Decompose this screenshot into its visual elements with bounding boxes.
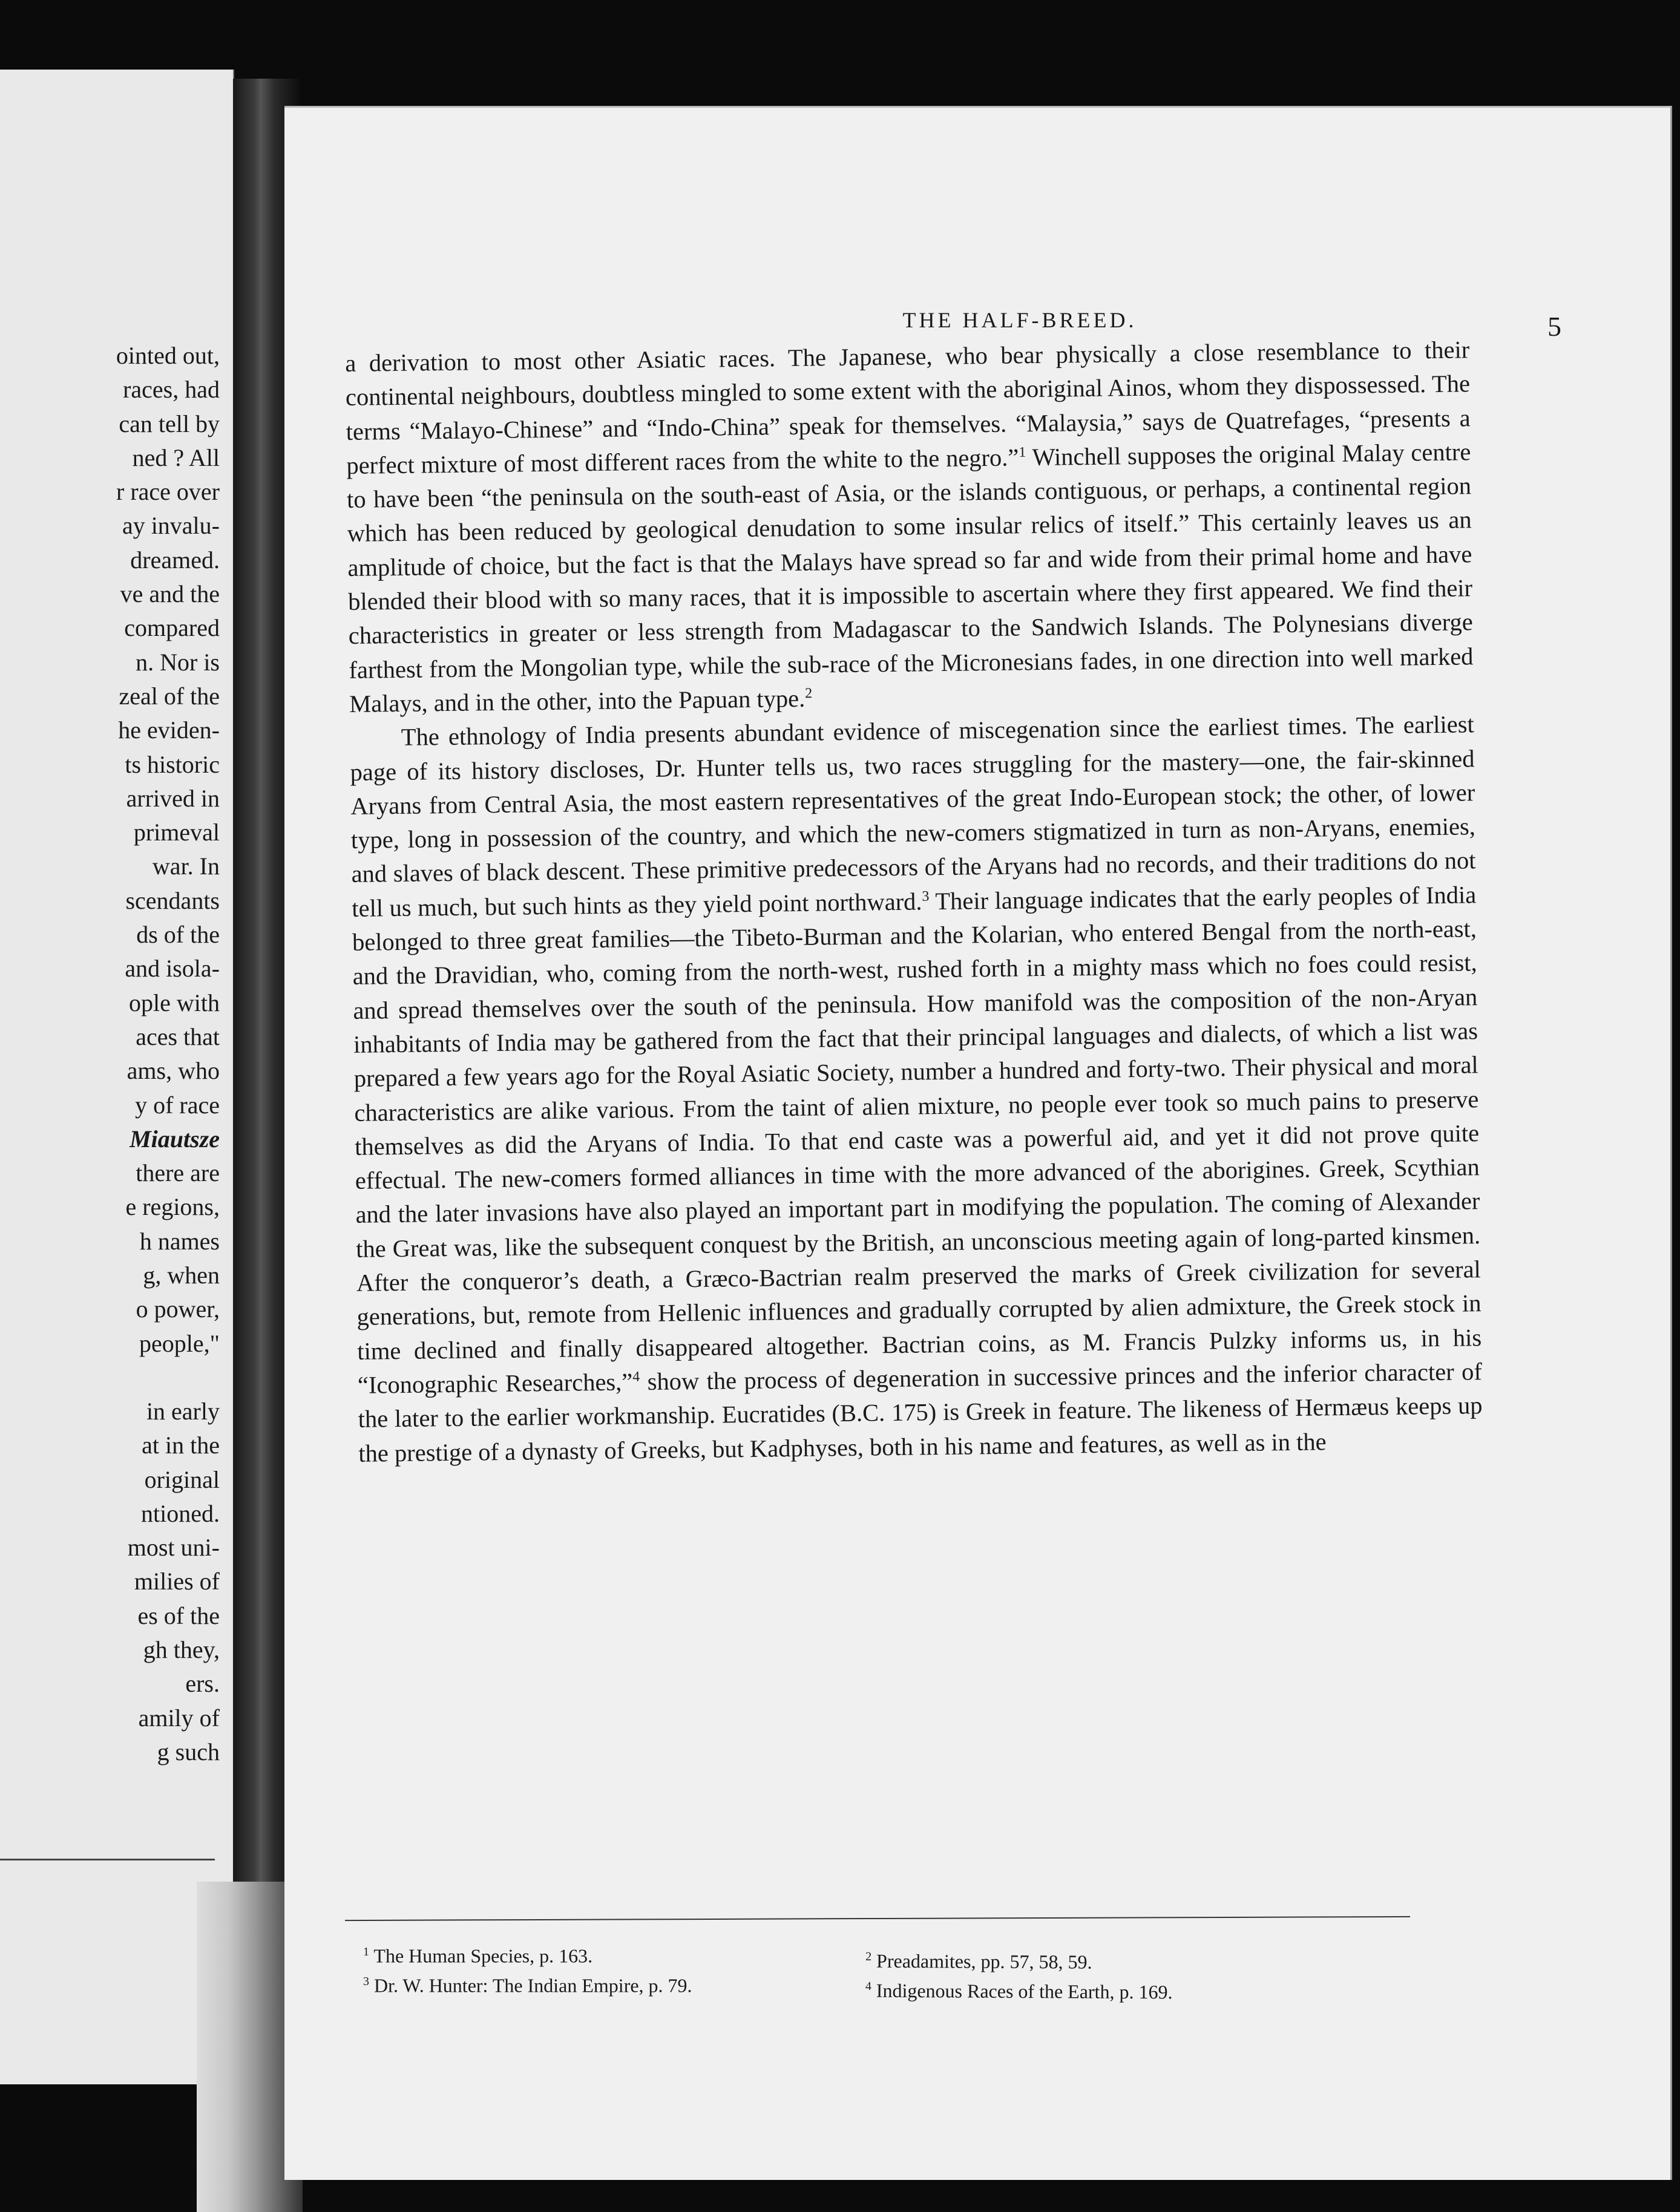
left-page-line: ve and the	[120, 580, 220, 608]
left-page-line: e regions,	[125, 1193, 220, 1221]
left-page-line: ay invalu-	[122, 512, 220, 540]
left-page-line: g, when	[143, 1261, 220, 1289]
left-page-line: can tell by	[119, 410, 220, 437]
left-page-line: ntioned.	[141, 1499, 220, 1527]
left-page-line: ams, who	[126, 1057, 220, 1085]
footnote: $^1$ The Human Species, p. 163.	[363, 1945, 593, 1967]
left-page-line: o power,	[136, 1295, 220, 1323]
footnotes-right	[865, 1944, 1325, 2005]
paragraph: The ethnology of India presents abundant evidence of miscegenation since the earliest times. The earliest page of its history discloses, Dr. Hunter tells us, two races struggling for the mastery—one, the fair-skinned Aryans from Central Asia, the most eastern representatives of the great Indo-European stock; the other, of lower type, long in possession of the country, and which the new-comers stigmatized in turn as non-Aryans, enemies, and slaves of black descent. These primitive predecessors of the Aryans had no records, and their traditions do not tell us much, but such hints as they yield point northward.$^3$ Their language indicates that the early peoples of India belonged to three great families—the Tibeto-Burman and the Kolarian, who entered Bengal from the north-east, and the Dravidian, who, coming from the north-west, rushed forth in a mighty mass which no foes could resist, and spread themselves over the south of the peninsula. How manifold was the composition of the non-Aryan inhabitants of India may be gathered from the fact that their principal languages and dialects, of which a list was prepared a few years ago for the Royal Asiatic Society, number a hundred and forty-two. Their physical and moral characteristics are alike various. From the taint of alien mixture, no people ever took so much pains to preserve themselves as did the Aryans of India. To that end caste was a powerful aid, and yet it did not prove quite effectual. The new-comers formed alliances in time with the more advanced of the aborigines. Greek, Scythian and the later invasions have also played an important part in modifying the population. The coming of Alexander the Great was, like the subsequent conquest by the British, an unconscious meeting again of long-parted kinsmen. After the conqueror’s death, a Græco-Bactrian realm preserved the marks of Greek civilization for several generations, but, remote from Hellenic influences and gradually corrupted by alien admixture, the Greek stock in time declined and finally disappeared altogether. Bactrian coins, as M. Francis Pulzky informs us, in his “Iconographic Researches,”$^4$ show the process of degeneration in successive princes and the inferior character of the later to the earlier workmanship. Eucratides (B.C. 175) is Greek in feature. The likeness of Hermæus keeps up the prestige of a dynasty of Greeks, but Kadphyses, both in his name and features, as well as in the	[350, 710, 1483, 1467]
left-page-line: in early	[146, 1397, 220, 1425]
left-page-line: aces that	[136, 1023, 220, 1050]
left-page-line: at in the	[142, 1432, 220, 1459]
left-page-rule	[0, 1859, 215, 1860]
left-page-line: n. Nor is	[136, 648, 220, 676]
left-page-line	[116, 1361, 220, 1395]
footnote-marker: 1	[1019, 444, 1026, 460]
left-page-line: gh they,	[143, 1635, 220, 1663]
left-page-line: ointed out,	[116, 342, 220, 369]
left-page-text	[116, 339, 220, 1769]
left-page-line: war. In	[152, 852, 220, 880]
left-page-line: y of race	[135, 1091, 220, 1119]
footnote-marker: 3	[922, 888, 930, 905]
left-page-line: r race over	[116, 478, 220, 506]
left-page-line: ople with	[129, 989, 220, 1016]
left-page-line: most uni-	[127, 1534, 220, 1562]
left-page-line: ts historic	[125, 750, 220, 778]
left-page-line: Miautsze	[130, 1125, 220, 1153]
left-page-line: ned ? All	[132, 443, 220, 471]
left-page-line: scendants	[125, 886, 220, 914]
left-page-line: arrived in	[126, 784, 220, 812]
left-page-line: original	[144, 1465, 220, 1493]
body-text	[345, 333, 1483, 1470]
footnote: $^4$ Indigenous Races of the Earth, p. 169.	[865, 1979, 1173, 2003]
left-page-line: amily of	[138, 1704, 220, 1732]
footnote: $^3$ Dr. W. Hunter: The Indian Empire, p. 79.	[363, 1974, 692, 1997]
left-page-line: there are	[136, 1159, 220, 1187]
footnote: $^2$ Preadamites, pp. 57, 58, 59.	[865, 1949, 1092, 1973]
left-page-line: h names	[139, 1227, 220, 1255]
running-title: THE HALF-BREED.	[902, 308, 1137, 332]
footnote-marker: 2	[804, 686, 813, 702]
left-page-line: races, had	[123, 376, 220, 404]
right-page	[284, 106, 1672, 2180]
left-page-line: compared	[124, 614, 220, 642]
left-page-line: zeal of the	[119, 682, 220, 710]
left-page-line: ers.	[185, 1670, 220, 1698]
page-number: 5	[1547, 311, 1561, 342]
left-page-line: dreamed.	[130, 546, 220, 574]
left-page-line: g such	[157, 1738, 220, 1765]
left-page-line: milies of	[134, 1568, 220, 1595]
footnote-marker: 4	[632, 1369, 640, 1385]
left-page-line: people,"	[139, 1329, 220, 1357]
left-page-line: es of the	[137, 1602, 220, 1629]
left-page-line: ds of the	[136, 921, 220, 949]
paragraph: a derivation to most other Asiatic races. The Japanese, who bear physically a close resemblance to their continental neighbours, doubtless mingled to some extent with the aboriginal Ainos, whom they dispossessed. The terms “Malayo-Chinese” and “Indo-China” speak for themselves. “Malaysia,” says de Quatrefages, “presents a perfect mixture of most different races from the white to the negro.”$^1$ Winchell supposes the original Malay centre to have been “the peninsula on the south-east of Asia, or the islands contiguous, or perhaps, a continental region which has been reduced by geological denudation to some insular relics of itself.” This certainly leaves us an amplitude of choice, but the fact is that the Malays have spread so far and wide from their primal home and have blended their blood with so many races, that it is impossible to ascertain where they first appeared. We find their characteristics in greater or less strength from Madagascar to the Sandwich Islands. The Polynesians diverge farthest from the Mongolian type, while the sub-race of the Micronesians fades, in one direction into well marked Malays, and in the other, into the Papuan type.$^2$	[345, 336, 1474, 718]
left-page	[0, 70, 234, 2084]
left-page-line: he eviden-	[118, 716, 220, 744]
footnotes-left	[363, 1939, 823, 1998]
left-page-line: and isola-	[125, 955, 220, 983]
left-page-line: primeval	[133, 819, 220, 846]
